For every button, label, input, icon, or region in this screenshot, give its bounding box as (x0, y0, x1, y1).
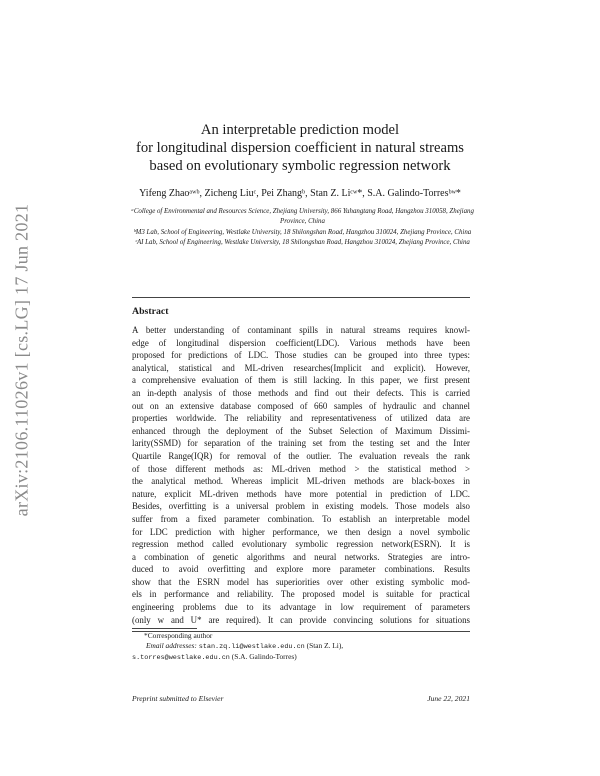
abstract-line: show that the ESRN model has superiorities over other existing symbolic mod- (132, 576, 470, 587)
arxiv-stamp (4, 170, 40, 550)
email-label: Email addresses: (146, 641, 197, 650)
paper-title (100, 121, 500, 175)
abstract-line: the analytical method. Whereas implicit ML-driven methods are black-boxes in (132, 476, 470, 487)
email-owner: (Stan Z. Li), (306, 641, 344, 650)
abstract-line: A better understanding of contaminant spills in natural streams requires knowl- (132, 325, 470, 335)
author-list: Yifeng Zhaoᵃʷᵇ, Zicheng Liuᶜ, Pei Zhangᵇ, Stan Z. Liᶜʷ*, S.A. Galindo-Torresᵇʷ* (139, 188, 461, 199)
abstract-line: of those different methods as: ML-driven method > the statistical method > (132, 463, 470, 474)
abstract-line: suffer from a fixed parameter combination. To establish an interpretable model (132, 513, 470, 524)
abstract-line: enhanced through the deployment of the Subset Selection of Maximum Dissimi- (132, 425, 470, 436)
abstract-line: a combination of genetic algorithms and neural networks. Strategies are intro- (132, 551, 470, 562)
affiliations (130, 207, 475, 248)
arxiv-stamp-text: arXiv:2106.11026v1 [cs.LG] 17 Jun 2021 (11, 203, 32, 517)
affiliation: ᵇM3 Lab, School of Engineering, Westlake University, 18 Shilongshan Road, Hangzhou 310024, Zhejiang Province, China (133, 228, 472, 236)
abstract-line: proposed for predictions of LDC. Those studies can be grouped into three types: (132, 350, 470, 361)
footer-date: June 22, 2021 (427, 694, 470, 703)
abstract-line: engineering problems due to its advantage in low requirement of parameters (132, 602, 470, 613)
affiliation: ᵃCollege of Environmental and Resources Science, Zhejiang University, 866 Yuhangtang Road, Hangzhou 310058, Zhejiang Province, China (131, 208, 474, 226)
abstract-line: an in-depth analysis of those methods and find out their defects. This is carried (132, 387, 470, 398)
email-link[interactable]: stan.zq.li@westlake.edu.cn (198, 643, 305, 651)
abstract-line: analytical, statistical and ML-driven researches(Implicit and explicit). However, (132, 362, 470, 373)
abstract-line: Besides, overfitting is a universal problem in existing models. Those models also (132, 501, 470, 512)
abstract-line: els in performance and reliability. The proposed model is suitable for practical (132, 589, 470, 600)
title-line: based on evolutionary symbolic regression network (149, 158, 451, 174)
abstract-line: nature, explicit ML-driven methods have more potential in prediction of LDC. (132, 488, 470, 499)
abstract-line: larity(SSMD) for separation of the training set from the testing set and the Inter (132, 438, 470, 449)
title-line: An interpretable prediction model (200, 122, 400, 138)
abstract-line: out on an extensive database composed of 660 samples of hydraulic and channel (132, 400, 470, 411)
affiliation: ᶜAI Lab, School of Engineering, Westlake University, 18 Shilongshan Road, Hangzhou 310024, Zhejiang Province, China (135, 238, 470, 246)
corresponding-author-note: *Corresponding author (144, 631, 213, 640)
abstract-heading: Abstract (132, 306, 169, 317)
abstract-line: duced to avoid overfitting and explore more parameter combinations. Results (132, 564, 470, 575)
abstract-line: edge of longitudinal dispersion coefficient(LDC). Various methods have been (132, 337, 470, 348)
footnote-rule (132, 628, 197, 629)
abstract-line: (only w and U* are required). It can provide convincing solutions for situations (132, 614, 470, 625)
page-footer (132, 694, 470, 703)
abstract-body (132, 324, 470, 626)
abstract-line: a comprehensive evaluation of them is still lacking. In this paper, we first present (132, 375, 470, 386)
abstract-line: for LDC prediction with higher performance, we then design a novel symbolic (132, 526, 470, 537)
title-line: for longitudinal dispersion coefficient in natural streams (135, 140, 464, 156)
email-owner: (S.A. Galindo-Torres) (231, 652, 297, 661)
footnotes (132, 631, 470, 663)
abstract-line: regression method called evolutionary symbolic regression network(ESRN). It is (132, 539, 470, 550)
email-link[interactable]: s.torres@westlake.edu.cn (132, 654, 230, 662)
abstract-line: Quartile Range(IQR) for removal of the outlier. The evaluation reveals the rank (132, 450, 470, 461)
abstract-line: properties worldwide. The reliability and representativeness of utilized data are (132, 413, 470, 424)
footer-journal: Preprint submitted to Elsevier (132, 694, 224, 703)
